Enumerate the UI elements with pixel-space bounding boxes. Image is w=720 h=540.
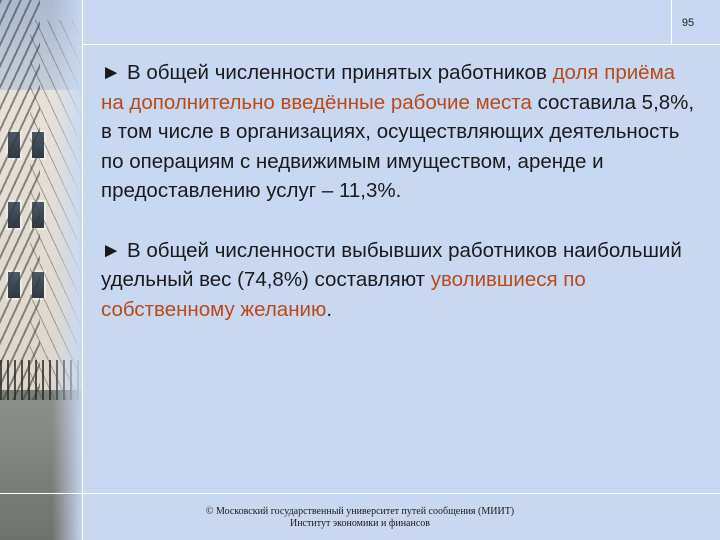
slide-body [101,58,701,324]
paragraph-text: В общей численности выбывших работников наибольший удельный вес (74,8%) составляют [101,238,682,291]
highlighted-phrase: уволившиеся по собственному желанию [101,268,586,321]
footer-copyright [160,506,560,530]
paragraph-text: составила 5,8%, в том числе в организациях, осуществляющих деятельность по операциям с недвижимым имуществом, аренде и предоставлению услуг – 11,3%. [101,90,695,202]
bullet-arrow-icon: ► [101,61,122,84]
footer-line-institute: Институт экономики и финансов [289,518,431,529]
paragraph-departed-workers [101,236,701,325]
paragraph-text: . [326,297,333,321]
footer-line-university: © Московский государственный университет путей сообщения (МИИТ) [205,506,515,517]
paragraph-text: В общей численности принятых работников [121,61,553,84]
page-number: 95 [681,17,695,29]
bottom-divider-line [0,493,720,494]
left-divider-line [82,0,83,540]
highlighted-phrase: доля приёма на дополнительно введённые рабочие места [101,61,676,114]
paragraph-hired-workers [101,58,701,206]
bullet-arrow-icon: ► [101,238,122,262]
background-photo [0,0,82,540]
top-divider-line [82,44,720,45]
photo-fade [52,0,82,540]
